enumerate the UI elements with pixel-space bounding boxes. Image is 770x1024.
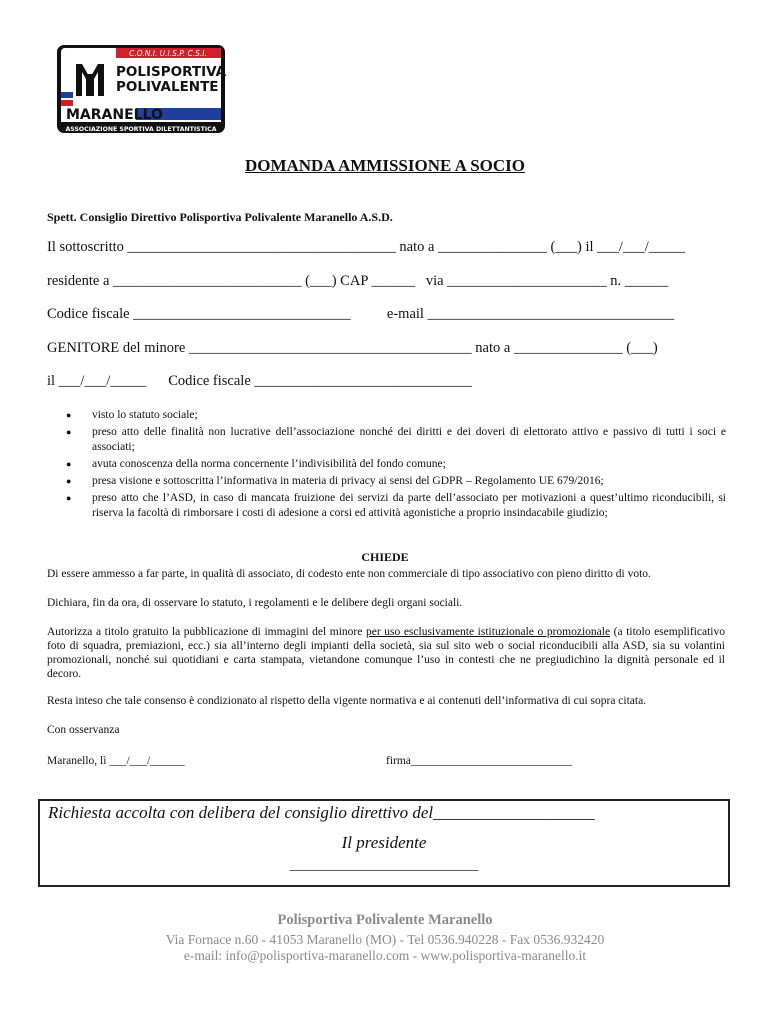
place-date-field[interactable]: Maranello, lì ___/___/______ (47, 755, 185, 767)
approval-box (38, 799, 730, 887)
list-item: ● preso atto delle finalità non lucrative dell’associazione nonché dei diritti e dei doveri di elettorato attivo e passivo di tutti i soci e associati; (66, 425, 726, 455)
president-signature-line[interactable]: ___________________________ (289, 858, 479, 873)
logo-line3: MARANELLO (66, 107, 163, 123)
list-item: ● preso atto che l’ASD, in caso di mancata fruizione dei servizi da parte dell’associato per motivazioni a quest’ultimo riconducibili, si riserva la facoltà di rimborsare i costi di adesione a corsi ed attività agonistiche a proprio insindacabile giudizio; (66, 491, 726, 521)
field-line-fiscal-email[interactable]: Codice fiscale ______________________________ e-mail __________________________________ (47, 306, 675, 322)
footer-org-name: Polisportiva Polivalente Maranello (277, 912, 493, 928)
closing-salutation: Con osservanza (47, 724, 120, 736)
list-item: ● presa visione e sottoscritta l’informativa in materia di privacy ai sensi del GDPR – Regolamento UE 679/2016; (66, 474, 726, 489)
underlined-purpose: per uso esclusivamente istituzionale o promozionale (365, 626, 611, 638)
field-line-birth-fiscal[interactable]: il ___/___/_____ Codice fiscale ______________________________ (47, 373, 472, 389)
declaration-paragraph: Dichiara, fin da ora, di osservare lo statuto, i regolamenti e le delibere degli organi sociali. (47, 597, 463, 609)
list-item: ● avuta conoscenza della norma concernente l’indivisibilità del fondo comune; (66, 457, 726, 472)
declarations-list (66, 408, 726, 523)
field-line-residence[interactable]: residente a __________________________ (___) CAP ______ via ______________________ n. ______ (47, 273, 669, 289)
field-line-parent[interactable]: GENITORE del minore _______________________________________ nato a _______________ (___) (47, 340, 658, 356)
logo-federations: C.O.N.I. U.I.S.P. C.S.I. (129, 49, 207, 58)
field-line-applicant[interactable]: Il sottoscritto _____________________________________ nato a _______________ (___) il ___/___/_____ (47, 239, 685, 255)
club-logo (56, 44, 226, 134)
image-authorization-paragraph: Autorizza a titolo gratuito la pubblicazione di immagini del minore per uso esclusivamente istituzionale o promozionale (a titolo esemplificativo foto di squadra, premiazioni, ecc.) sia all’interno degli impianti della società, sia sul sito web o social riconducibili alla ASD, sia su volantini promozionali, nonché sui quotidiani e carta stampata, vietandone comunque l’uso in contesti che ne pregiudichino la dignità personale ed il decoro. (47, 626, 725, 680)
signature-field[interactable]: firma____________________________ (386, 755, 572, 767)
approval-text: Richiesta accolta con delibera del consiglio direttivo del___________________ (48, 803, 595, 822)
president-label: Il presidente (341, 833, 427, 852)
footer-address: Via Fornace n.60 - 41053 Maranello (MO) - Tel 0536.940228 - Fax 0536.932420 (165, 932, 605, 947)
consent-paragraph: Resta inteso che tale consenso è condizionato al rispetto della vigente normativa e ai contenuti dell’informativa di cui sopra citata. (47, 695, 647, 707)
list-item: ● visto lo statuto sociale; (66, 408, 726, 423)
addressee: Spett. Consiglio Direttivo Polisportiva Polivalente Maranello A.S.D. (47, 210, 393, 224)
chiede-heading: CHIEDE (361, 550, 409, 564)
logo-subtitle: ASSOCIAZIONE SPORTIVA DILETTANTISTICA (65, 126, 217, 133)
request-paragraph: Di essere ammesso a far parte, in qualità di associato, di codesto ente non commerciale di tipo associativo con pieno diritto di voto. (47, 568, 651, 580)
footer-contacts[interactable]: e-mail: info@polisportiva-maranello.com - www.polisportiva-maranello.it (183, 948, 587, 963)
logo-line2: POLIVALENTE (116, 79, 219, 95)
form-title: DOMANDA AMMISSIONE A SOCIO (244, 156, 526, 175)
logo-line1: POLISPORTIVA (116, 64, 226, 80)
